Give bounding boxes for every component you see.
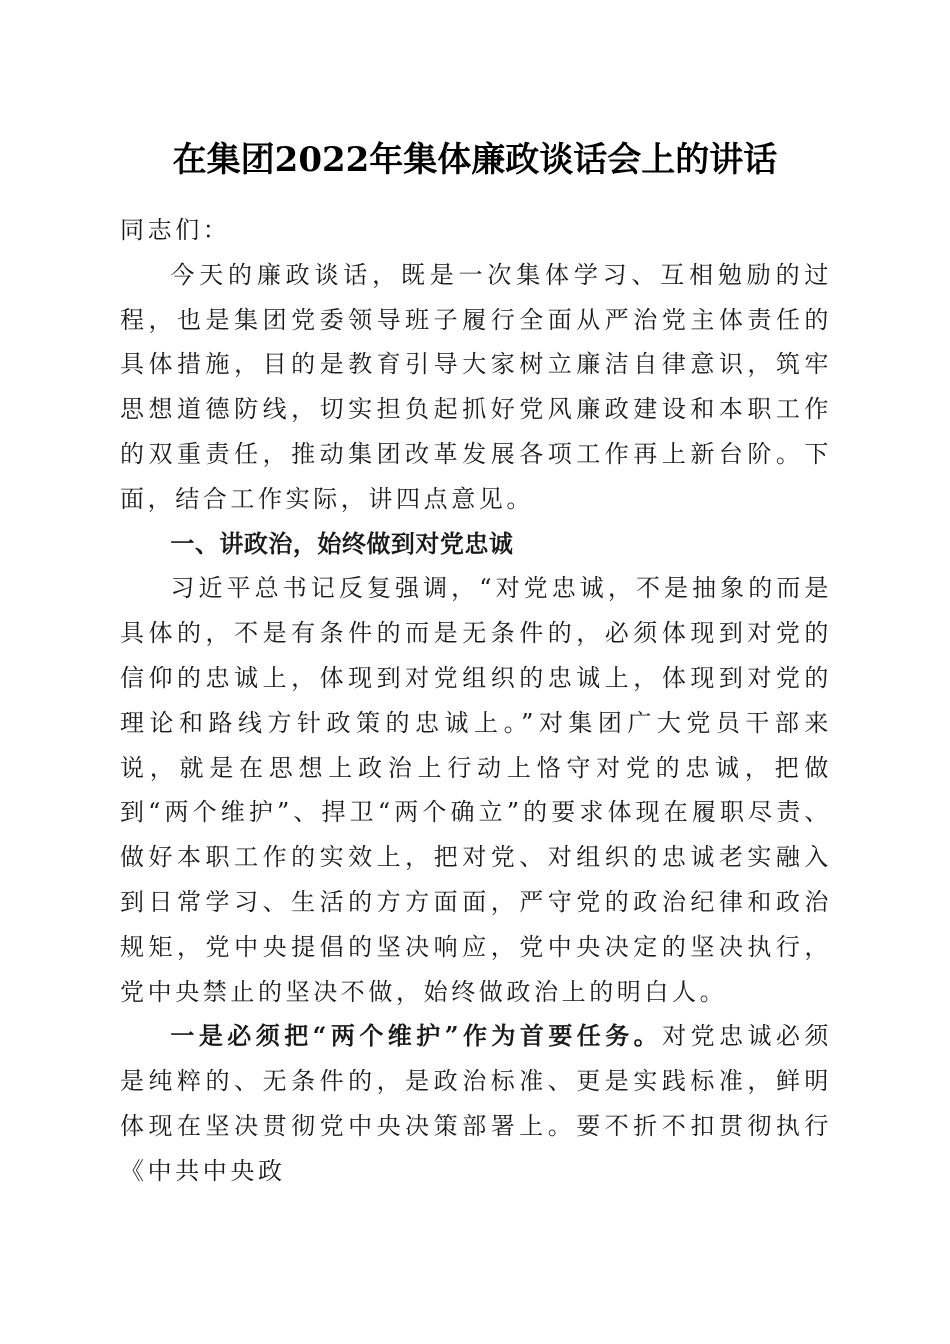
- document-body: [120, 208, 832, 1194]
- section-heading: 一、讲政治，始终做到对党忠诚: [170, 529, 514, 558]
- point-text: 对党忠诚必须是纯粹的、无条件的，是政治标准、更是实践标准，鲜明体现在坚决贯彻党中央决策部署上。要不折不扣贯彻执行《中共中央政: [120, 1022, 832, 1185]
- point-lead: 一是必须把“两个维护”作为首要任务。: [170, 1021, 663, 1051]
- salutation: 同志们：: [120, 216, 231, 244]
- intro-paragraph: 今天的廉政谈话，既是一次集体学习、互相勉励的过程，也是集团党委领导班子履行全面从严治党主体责任的具体措施，目的是教育引导大家树立廉洁自律意识，筑牢思想道德防线，切实担负起抓好党风廉政建设和本职工作的双重责任，推动集团改革发展各项工作再上新台阶。下面，结合工作实际，讲四点意见。: [120, 260, 832, 513]
- document-title: 在集团2022年集体廉政谈话会上的讲话: [172, 140, 778, 180]
- section-paragraph: 习近平总书记反复强调，“对党忠诚，不是抽象的而是具体的，不是有条件的而是无条件的，必须体现到对党的信仰的忠诚上，体现到对党组织的忠诚上，体现到对党的理论和路线方针政策的忠诚上。”对集团广大党员干部来说，就是在思想上政治上行动上恪守对党的忠诚，把做到“两个维护”、捍卫“两个确立”的要求体现在履职尽责、做好本职工作的实效上，把对党、对组织的忠诚老实融入到日常学习、生活的方方面面，严守党的政治纪律和政治规矩，党中央提倡的坚决响应，党中央决定的坚决执行，党中央禁止的坚决不做，始终做政治上的明白人。: [120, 574, 832, 1006]
- point-paragraph: [120, 1014, 832, 1193]
